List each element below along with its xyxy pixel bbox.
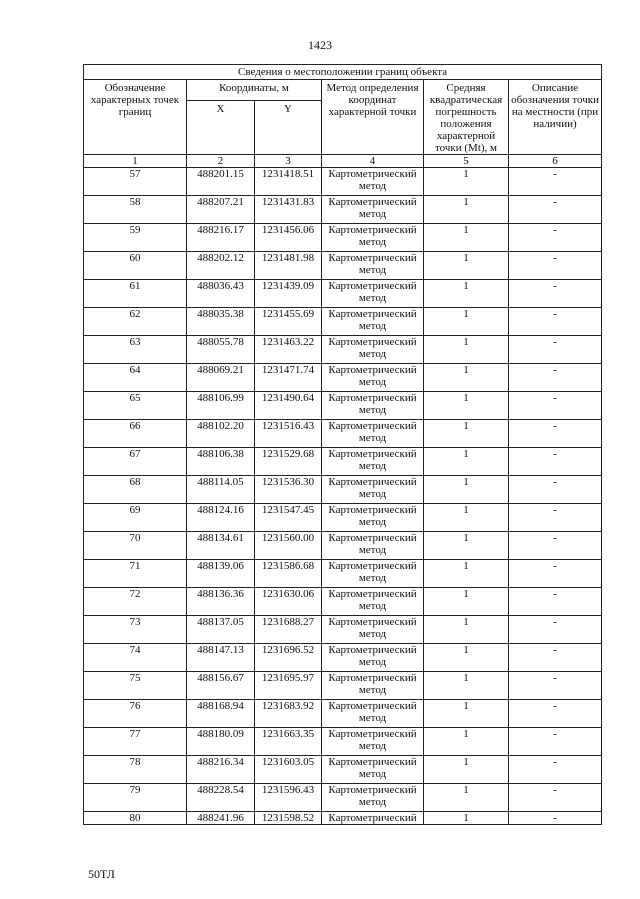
method-cell: Картометрический метод <box>322 364 424 392</box>
method-cell: Картометрический метод <box>322 392 424 420</box>
x-coordinate-cell: 488114.05 <box>187 476 255 504</box>
description-cell: - <box>509 504 602 532</box>
table-row <box>84 588 602 616</box>
table-row <box>84 196 602 224</box>
method-cell: Картометрический метод <box>322 532 424 560</box>
error-cell: 1 <box>424 756 509 784</box>
table-row <box>84 504 602 532</box>
table-row <box>84 280 602 308</box>
point-id-cell: 71 <box>84 560 187 588</box>
method-cell: Картометрический метод <box>322 308 424 336</box>
point-id-cell: 58 <box>84 196 187 224</box>
description-cell: - <box>509 392 602 420</box>
y-coordinate-cell: 1231471.74 <box>255 364 322 392</box>
point-id-cell: 70 <box>84 532 187 560</box>
error-cell: 1 <box>424 224 509 252</box>
method-cell: Картометрический метод <box>322 784 424 812</box>
y-coordinate-cell: 1231455.69 <box>255 308 322 336</box>
point-id-cell: 68 <box>84 476 187 504</box>
table-row <box>84 560 602 588</box>
x-coordinate-cell: 488069.21 <box>187 364 255 392</box>
x-coordinate-cell: 488156.67 <box>187 672 255 700</box>
y-coordinate-cell: 1231695.97 <box>255 672 322 700</box>
x-coordinate-cell: 488124.16 <box>187 504 255 532</box>
method-cell: Картометрический метод <box>322 448 424 476</box>
y-coordinate-cell: 1231490.64 <box>255 392 322 420</box>
error-cell: 1 <box>424 196 509 224</box>
y-coordinate-cell: 1231603.05 <box>255 756 322 784</box>
method-cell: Картометрический метод <box>322 476 424 504</box>
description-cell: - <box>509 532 602 560</box>
header-coordinates: Координаты, м <box>187 80 322 101</box>
x-coordinate-cell: 488147.13 <box>187 644 255 672</box>
description-cell: - <box>509 336 602 364</box>
description-cell: - <box>509 224 602 252</box>
description-cell: - <box>509 672 602 700</box>
method-cell: Картометрический метод <box>322 700 424 728</box>
table-row <box>84 168 602 196</box>
x-coordinate-cell: 488168.94 <box>187 700 255 728</box>
error-cell: 1 <box>424 700 509 728</box>
y-coordinate-cell: 1231586.68 <box>255 560 322 588</box>
y-coordinate-cell: 1231529.68 <box>255 448 322 476</box>
y-coordinate-cell: 1231663.35 <box>255 728 322 756</box>
table-row <box>84 420 602 448</box>
error-cell: 1 <box>424 392 509 420</box>
method-cell: Картометрический метод <box>322 196 424 224</box>
x-coordinate-cell: 488216.17 <box>187 224 255 252</box>
y-coordinate-cell: 1231688.27 <box>255 616 322 644</box>
table-row <box>84 728 602 756</box>
table-body <box>84 168 602 825</box>
point-id-cell: 64 <box>84 364 187 392</box>
header-designation: Обозначение характерных точек границ <box>84 80 187 155</box>
error-cell: 1 <box>424 504 509 532</box>
table-row <box>84 476 602 504</box>
point-id-cell: 63 <box>84 336 187 364</box>
table-row <box>84 224 602 252</box>
table-row <box>84 532 602 560</box>
page-number: 1423 <box>308 38 332 52</box>
table-row <box>84 700 602 728</box>
description-cell: - <box>509 560 602 588</box>
method-cell: Картометрический метод <box>322 616 424 644</box>
y-coordinate-cell: 1231560.00 <box>255 532 322 560</box>
error-cell: 1 <box>424 420 509 448</box>
table-row <box>84 448 602 476</box>
description-cell: - <box>509 420 602 448</box>
point-id-cell: 57 <box>84 168 187 196</box>
error-cell: 1 <box>424 616 509 644</box>
y-coordinate-cell: 1231439.09 <box>255 280 322 308</box>
method-cell: Картометрический метод <box>322 280 424 308</box>
point-id-cell: 65 <box>84 392 187 420</box>
method-cell: Картометрический метод <box>322 588 424 616</box>
y-coordinate-cell: 1231696.52 <box>255 644 322 672</box>
x-coordinate-cell: 488139.06 <box>187 560 255 588</box>
error-cell: 1 <box>424 588 509 616</box>
method-cell: Картометрический метод <box>322 336 424 364</box>
description-cell: - <box>509 700 602 728</box>
column-number-row <box>84 155 602 168</box>
x-coordinate-cell: 488241.96 <box>187 812 255 825</box>
error-cell: 1 <box>424 476 509 504</box>
method-cell: Картометрический метод <box>322 168 424 196</box>
method-cell: Картометрический метод <box>322 672 424 700</box>
column-number: 3 <box>255 155 322 168</box>
method-cell: Картометрический метод <box>322 252 424 280</box>
error-cell: 1 <box>424 168 509 196</box>
error-cell: 1 <box>424 280 509 308</box>
footer-code: 50ТЛ <box>88 867 115 881</box>
column-number: 1 <box>84 155 187 168</box>
column-number: 4 <box>322 155 424 168</box>
description-cell: - <box>509 756 602 784</box>
y-coordinate-cell: 1231598.52 <box>255 812 322 825</box>
point-id-cell: 74 <box>84 644 187 672</box>
header-error: Средняя квадратическая погрешность положения характерной точки (Mt), м <box>424 80 509 155</box>
y-coordinate-cell: 1231547.45 <box>255 504 322 532</box>
table-row <box>84 672 602 700</box>
method-cell: Картометрический метод <box>322 504 424 532</box>
y-coordinate-cell: 1231418.51 <box>255 168 322 196</box>
point-id-cell: 67 <box>84 448 187 476</box>
column-number: 6 <box>509 155 602 168</box>
method-cell: Картометрический метод <box>322 224 424 252</box>
error-cell: 1 <box>424 784 509 812</box>
method-cell: Картометрический метод <box>322 560 424 588</box>
description-cell: - <box>509 588 602 616</box>
point-id-cell: 72 <box>84 588 187 616</box>
point-id-cell: 75 <box>84 672 187 700</box>
description-cell: - <box>509 364 602 392</box>
error-cell: 1 <box>424 672 509 700</box>
description-cell: - <box>509 476 602 504</box>
method-cell: Картометрический метод <box>322 420 424 448</box>
point-id-cell: 78 <box>84 756 187 784</box>
table-row <box>84 616 602 644</box>
x-coordinate-cell: 488216.34 <box>187 756 255 784</box>
column-number: 2 <box>187 155 255 168</box>
description-cell: - <box>509 280 602 308</box>
description-cell: - <box>509 616 602 644</box>
error-cell: 1 <box>424 448 509 476</box>
description-cell: - <box>509 168 602 196</box>
x-coordinate-cell: 488137.05 <box>187 616 255 644</box>
y-coordinate-cell: 1231536.30 <box>255 476 322 504</box>
error-cell: 1 <box>424 252 509 280</box>
x-coordinate-cell: 488134.61 <box>187 532 255 560</box>
table-row <box>84 392 602 420</box>
error-cell: 1 <box>424 812 509 825</box>
point-id-cell: 76 <box>84 700 187 728</box>
table-row <box>84 364 602 392</box>
point-id-cell: 73 <box>84 616 187 644</box>
x-coordinate-cell: 488228.54 <box>187 784 255 812</box>
y-coordinate-cell: 1231431.83 <box>255 196 322 224</box>
header-method: Метод определения координат характерной точки <box>322 80 424 155</box>
x-coordinate-cell: 488102.20 <box>187 420 255 448</box>
y-coordinate-cell: 1231463.22 <box>255 336 322 364</box>
error-cell: 1 <box>424 364 509 392</box>
y-coordinate-cell: 1231630.06 <box>255 588 322 616</box>
table-row <box>84 784 602 812</box>
header-description: Описание обозначения точки на местности (при наличии) <box>509 80 602 155</box>
description-cell: - <box>509 308 602 336</box>
table-title: Сведения о местоположении границ объекта <box>84 65 602 80</box>
method-cell: Картометрический метод <box>322 644 424 672</box>
table-row <box>84 756 602 784</box>
error-cell: 1 <box>424 336 509 364</box>
point-id-cell: 79 <box>84 784 187 812</box>
y-coordinate-cell: 1231683.92 <box>255 700 322 728</box>
boundary-coordinates-table-wrap <box>83 64 601 825</box>
error-cell: 1 <box>424 560 509 588</box>
point-id-cell: 61 <box>84 280 187 308</box>
description-cell: - <box>509 784 602 812</box>
y-coordinate-cell: 1231481.98 <box>255 252 322 280</box>
table-row <box>84 644 602 672</box>
x-coordinate-cell: 488180.09 <box>187 728 255 756</box>
method-cell: Картометрический <box>322 812 424 825</box>
point-id-cell: 60 <box>84 252 187 280</box>
x-coordinate-cell: 488035.38 <box>187 308 255 336</box>
point-id-cell: 69 <box>84 504 187 532</box>
description-cell: - <box>509 252 602 280</box>
point-id-cell: 59 <box>84 224 187 252</box>
x-coordinate-cell: 488055.78 <box>187 336 255 364</box>
error-cell: 1 <box>424 532 509 560</box>
table-row <box>84 308 602 336</box>
table-row <box>84 252 602 280</box>
method-cell: Картометрический метод <box>322 756 424 784</box>
header-y: Y <box>255 101 322 155</box>
point-id-cell: 80 <box>84 812 187 825</box>
description-cell: - <box>509 812 602 825</box>
y-coordinate-cell: 1231456.06 <box>255 224 322 252</box>
error-cell: 1 <box>424 728 509 756</box>
point-id-cell: 66 <box>84 420 187 448</box>
x-coordinate-cell: 488207.21 <box>187 196 255 224</box>
column-number: 5 <box>424 155 509 168</box>
x-coordinate-cell: 488201.15 <box>187 168 255 196</box>
header-x: X <box>187 101 255 155</box>
x-coordinate-cell: 488106.38 <box>187 448 255 476</box>
y-coordinate-cell: 1231516.43 <box>255 420 322 448</box>
boundary-coordinates-table <box>83 64 602 825</box>
description-cell: - <box>509 196 602 224</box>
point-id-cell: 62 <box>84 308 187 336</box>
y-coordinate-cell: 1231596.43 <box>255 784 322 812</box>
point-id-cell: 77 <box>84 728 187 756</box>
x-coordinate-cell: 488202.12 <box>187 252 255 280</box>
description-cell: - <box>509 448 602 476</box>
table-row <box>84 812 602 825</box>
method-cell: Картометрический метод <box>322 728 424 756</box>
error-cell: 1 <box>424 644 509 672</box>
x-coordinate-cell: 488136.36 <box>187 588 255 616</box>
x-coordinate-cell: 488106.99 <box>187 392 255 420</box>
error-cell: 1 <box>424 308 509 336</box>
x-coordinate-cell: 488036.43 <box>187 280 255 308</box>
table-row <box>84 336 602 364</box>
description-cell: - <box>509 728 602 756</box>
description-cell: - <box>509 644 602 672</box>
